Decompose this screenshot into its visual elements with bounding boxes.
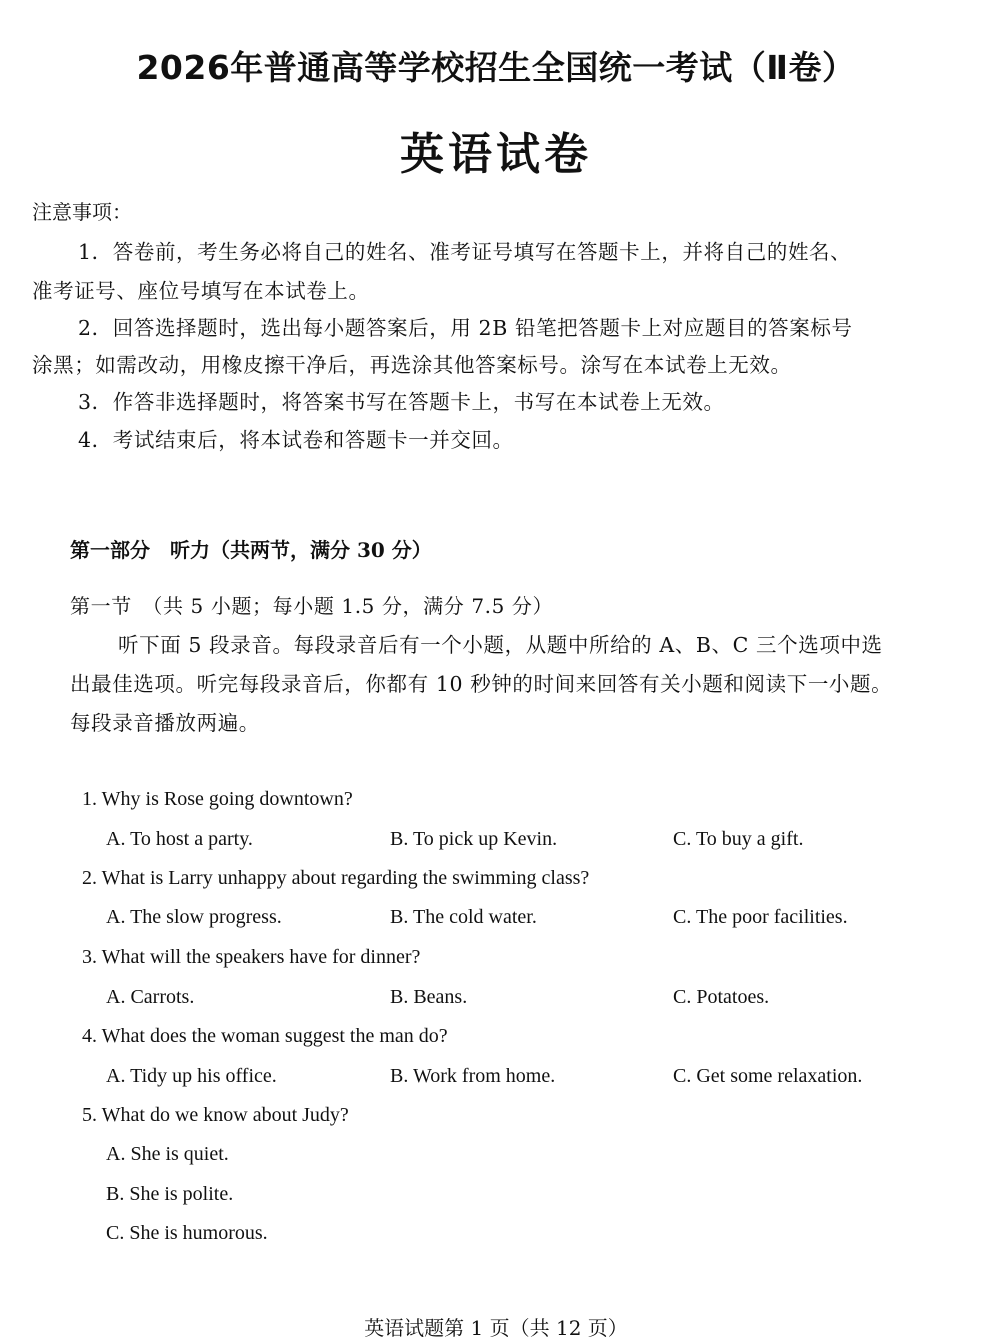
notice-line: 1．答卷前，考生务必将自己的姓名、准考证号填写在答题卡上，并将自己的姓名、: [78, 240, 852, 264]
part-heading: 第一部分 听力（共两节，满分 30 分）: [70, 538, 432, 562]
section-heading: 第一节 （共 5 小题；每小题 1.5 分，满分 7.5 分）: [70, 594, 554, 618]
exam-title: 2026年普通高等学校招生全国统一考试（Ⅱ卷）: [136, 48, 856, 87]
option-b: B. Work from home.: [390, 1065, 556, 1087]
option-b: B. The cold water.: [390, 906, 537, 928]
option-c: C. She is humorous.: [106, 1222, 268, 1244]
option-c: C. Get some relaxation.: [673, 1065, 863, 1087]
question-stem: 1. Why is Rose going downtown?: [82, 788, 353, 810]
option-a: A. To host a party.: [106, 828, 253, 850]
notice-line: 4．考试结束后，将本试卷和答题卡一并交回。: [78, 428, 514, 452]
option-a: A. The slow progress.: [106, 906, 282, 928]
instruction-line: 每段录音播放两遍。: [70, 711, 260, 735]
option-a: A. Tidy up his office.: [106, 1065, 277, 1087]
instruction-line: 听下面 5 段录音。每段录音后有一个小题，从题中所给的 A、B、C 三个选项中选: [118, 633, 883, 657]
page-footer: 英语试题第 1 页（共 12 页）: [364, 1316, 628, 1340]
question-stem: 3. What will the speakers have for dinner?: [82, 946, 421, 968]
question-stem: 4. What does the woman suggest the man do?: [82, 1025, 448, 1047]
notice-line: 2．回答选择题时，选出每小题答案后，用 2B 铅笔把答题卡上对应题目的答案标号: [78, 316, 853, 340]
option-b: B. She is polite.: [106, 1183, 234, 1205]
option-c: C. The poor facilities.: [673, 906, 848, 928]
option-b: B. To pick up Kevin.: [390, 828, 558, 850]
question-stem: 5. What do we know about Judy?: [82, 1104, 349, 1126]
option-c: C. To buy a gift.: [673, 828, 804, 850]
option-a: A. Carrots.: [106, 986, 195, 1008]
question-stem: 2. What is Larry unhappy about regarding the swimming class?: [82, 867, 590, 889]
subject-title: 英语试卷: [400, 129, 592, 180]
notice-line: 3．作答非选择题时，将答案书写在答题卡上，书写在本试卷上无效。: [78, 390, 725, 414]
notice-heading: 注意事项：: [32, 200, 132, 224]
instruction-line: 出最佳选项。听完每段录音后，你都有 10 秒钟的时间来回答有关小题和阅读下一小题。: [70, 672, 893, 696]
notice-line: 涂黑；如需改动，用橡皮擦干净后，再选涂其他答案标号。涂写在本试卷上无效。: [32, 353, 792, 377]
option-b: B. Beans.: [390, 986, 468, 1008]
option-a: A. She is quiet.: [106, 1143, 229, 1165]
notice-line: 准考证号、座位号填写在本试卷上。: [32, 279, 370, 303]
option-c: C. Potatoes.: [673, 986, 770, 1008]
